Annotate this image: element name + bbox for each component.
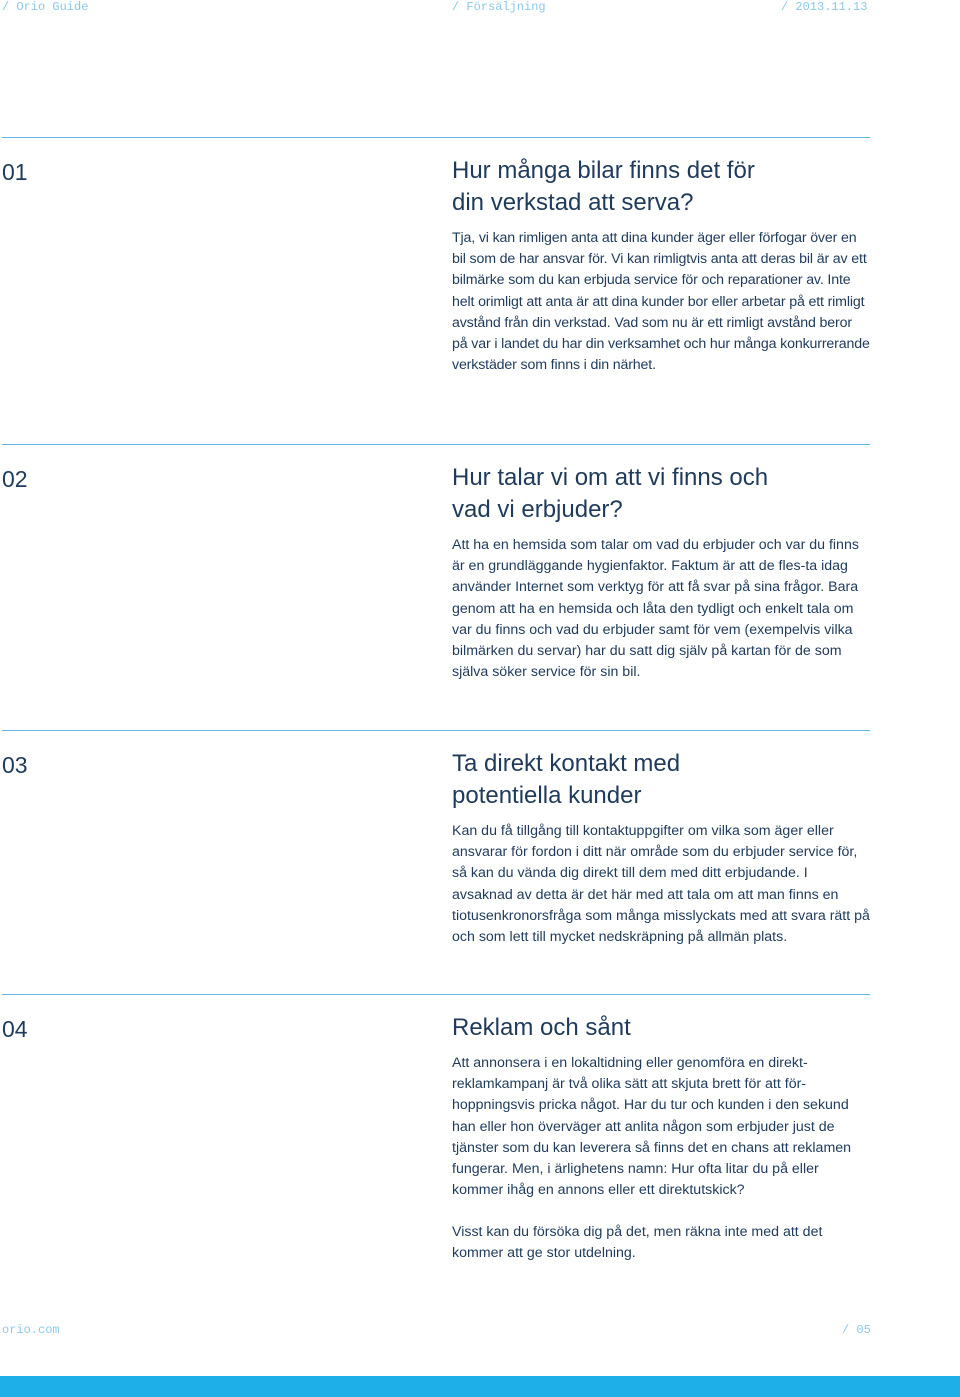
section-divider <box>2 994 870 995</box>
section-number: 04 <box>2 1016 28 1042</box>
section-title <box>452 1012 872 1044</box>
header-guide: / Orio Guide <box>2 0 89 14</box>
section-title <box>452 748 872 812</box>
section-title-line: Reklam och sånt <box>452 1014 631 1041</box>
section-title <box>452 155 872 219</box>
section-title-line: Ta direkt kontakt med <box>452 750 681 777</box>
section-number: 02 <box>2 466 28 492</box>
section-body: Visst kan du försöka dig på det, men räkna inte med att det kommer att ge stor utdelning. <box>452 1224 823 1262</box>
header-date: / 2013.11.13 <box>781 0 868 14</box>
section-body: Kan du få tillgång till kontaktuppgifter om vilka som äger eller ansvarar för fordon i ditt när område som du erbjuder service för, så kan du vända dig direkt till dem med ditt erbjudande. I avsaknad av detta är det här med att tala om att man finns en tiotusenkronorsfråga som många misslyckats med att svara rätt på och som lett till mycket nedskräpning på allmän plats. <box>452 823 870 946</box>
footer-page-number: / 05 <box>842 1323 871 1337</box>
bottom-accent-bar <box>0 1376 960 1397</box>
section-title-line: Hur många bilar finns det för <box>452 157 755 184</box>
section-body: Att ha en hemsida som talar om vad du erbjuder och var du finns är en grundläggande hygienfaktor. Faktum är att de fles-ta idag använder Internet som verktyg för att få svar på sina frågor. Bara genom att ha en hemsida och låta den tydligt och enkelt tala om var du finns och vad du erbjuder samt för vem (exempelvis vilka bilmärken du servar) har du satt dig själv på kartan för de som själva söker service för sin bil. <box>452 537 859 681</box>
header-section: / Försäljning <box>452 0 546 14</box>
section-title-line: din verkstad att serva? <box>452 189 694 216</box>
section-title-line: vad vi erbjuder? <box>452 496 623 523</box>
section-body: Tja, vi kan rimligen anta att dina kunder äger eller förfogar över en bil som de har ansvar för. Vi kan rimligtvis anta att deras bil är av ett bilmärke som du kan erbjuda service för och reparationer av. Inte helt orimligt att anta är att dina kunder bor eller arbetar på ett rimligt avstånd från din verkstad. Vad som nu är ett rimligt avstånd beror på var i landet du har din verksamhet och hur många konkurrerande verkstäder som finns i din närhet. <box>452 230 870 374</box>
section-title <box>452 462 872 526</box>
section-title-line: Hur talar vi om att vi finns och <box>452 464 769 491</box>
section-title-line: potentiella kunder <box>452 782 642 809</box>
footer-site-link[interactable]: orio.com <box>2 1323 60 1337</box>
section-divider <box>2 444 870 445</box>
section-divider <box>2 137 870 138</box>
section-number: 03 <box>2 752 28 778</box>
section-body: Att annonsera i en lokaltidning eller genomföra en direkt-reklamkampanj är två olika sätt att skjuta brett för att för-hoppningsvis pricka något. Har du tur och kunden i den sekund han eller hon överväger att anlita någon som erbjuder just de tjänster som du kan leverera så finns det en chans att reklamen fungerar. Men, i ärlighetens namn: Hur ofta litar du på eller kommer ihåg en annons eller ett direktutskick? <box>452 1055 852 1199</box>
section-divider <box>2 730 870 731</box>
section-number: 01 <box>2 159 28 185</box>
